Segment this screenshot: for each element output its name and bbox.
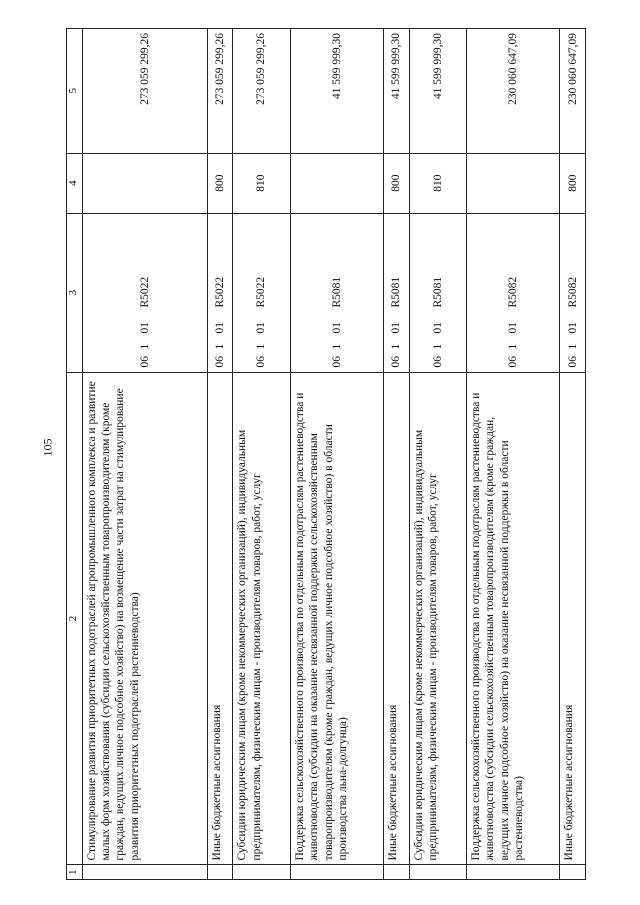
classification-code (233, 213, 290, 372)
classification-code (384, 213, 409, 372)
code-direction: R5082 (507, 276, 520, 308)
code-program: 1 (507, 343, 520, 350)
classification-code (82, 213, 207, 372)
expense-type: 800 (207, 153, 232, 213)
code-subprogram: 01 (566, 322, 579, 334)
table-row (467, 29, 560, 880)
code-subprogram: 01 (214, 322, 226, 334)
code-direction: R5022 (214, 276, 226, 308)
header-cell: 1 (67, 865, 83, 880)
empty-cell (467, 865, 560, 880)
item-name: Поддержка сельскохозяйственного производства по отдельным подотраслям растениеводства и животноводства (субсидии на оказание несвязанной поддержки сельскохозяйственным товаропроизводителям (кроме граждан, ведущих личное подсобное хозяйство) в области производства льна-долгунца) (290, 372, 383, 865)
empty-cell (409, 865, 466, 880)
code-direction: R5081 (330, 276, 343, 308)
empty-cell (560, 865, 586, 880)
item-name: Поддержка сельскохозяйственного производства по отдельным подотраслям растениеводства и животноводства (субсидии сельскохозяйственным товаропроизводителям (кроме граждан, ведущих личное подсобное хозяйство) на оказание несвязанной поддержки в области растениеводства) (467, 372, 560, 865)
table-row (290, 29, 383, 880)
code-section: 06 (507, 356, 520, 368)
empty-cell (207, 865, 232, 880)
classification-code (560, 213, 586, 372)
code-subprogram: 01 (330, 322, 343, 334)
expense-type (82, 153, 207, 213)
amount: 41 599 999,30 (409, 29, 466, 154)
table-row (409, 29, 466, 880)
empty-cell (384, 865, 409, 880)
classification-code (207, 213, 232, 372)
code-program: 1 (566, 343, 579, 350)
classification-code (290, 213, 383, 372)
code-section: 06 (255, 356, 268, 368)
expense-type: 810 (233, 153, 290, 213)
item-name: Иные бюджетные ассигнования (560, 372, 586, 865)
table-row (384, 29, 409, 880)
amount: 273 059 299,26 (207, 29, 232, 154)
table-row (560, 29, 586, 880)
code-program: 1 (214, 343, 226, 350)
amount: 273 059 299,26 (82, 29, 207, 154)
code-direction: R5022 (138, 276, 151, 308)
code-program: 1 (255, 343, 268, 350)
code-direction: R5082 (566, 276, 579, 308)
code-subprogram: 01 (431, 322, 444, 334)
code-section: 06 (214, 356, 226, 368)
expense-type (290, 153, 383, 213)
expense-type (467, 153, 560, 213)
code-program: 1 (138, 343, 151, 350)
code-subprogram: 01 (390, 322, 403, 334)
header-cell: 5 (67, 29, 83, 154)
code-section: 06 (330, 356, 343, 368)
code-direction: R5081 (390, 276, 403, 308)
empty-cell (290, 865, 383, 880)
code-program: 1 (390, 343, 403, 350)
amount: 273 059 299,26 (233, 29, 290, 154)
code-section: 06 (431, 356, 444, 368)
expense-type: 800 (384, 153, 409, 213)
code-direction: R5022 (255, 276, 268, 308)
empty-cell (233, 865, 290, 880)
amount: 41 599 999,30 (290, 29, 383, 154)
item-name: Иные бюджетные ассигнования (384, 372, 409, 865)
header-cell: 2 (67, 372, 83, 865)
header-cell: 4 (67, 153, 83, 213)
code-direction: R5081 (431, 276, 444, 308)
header-row (67, 29, 83, 880)
code-section: 06 (138, 356, 151, 368)
header-cell: 3 (67, 213, 83, 372)
expense-type: 810 (409, 153, 466, 213)
landscape-page (66, 28, 586, 880)
expense-type: 800 (560, 153, 586, 213)
rotated-table-wrapper (66, 28, 586, 880)
code-section: 06 (566, 356, 579, 368)
item-name: Субсидии юридическим лицам (кроме некоммерческих организаций), индивидуальным предпринимателям, физическим лицам - производителям товаров, работ, услуг (233, 372, 290, 865)
empty-cell (82, 865, 207, 880)
page-number: 105 (40, 438, 55, 457)
amount: 230 060 647,09 (560, 29, 586, 154)
amount: 41 599 999,30 (384, 29, 409, 154)
item-name: Иные бюджетные ассигнования (207, 372, 232, 865)
code-subprogram: 01 (138, 322, 151, 334)
code-subprogram: 01 (255, 322, 268, 334)
code-program: 1 (330, 343, 343, 350)
amount: 230 060 647,09 (467, 29, 560, 154)
item-name: Стимулирование развития приоритетных подотраслей агропромышленного комплекса и развитие малых форм хозяйствования (субсидии сельскохозяйственным товаропроизводителям (кроме граждан, ведущих личное подсобное хозяйство) на возмещение части затрат на стимулирование развития приоритетных подотраслей растениеводства) (82, 372, 207, 865)
classification-code (467, 213, 560, 372)
table-row (207, 29, 232, 880)
table-row (82, 29, 207, 880)
budget-table (66, 28, 586, 880)
code-section: 06 (390, 356, 403, 368)
table-row (233, 29, 290, 880)
code-program: 1 (431, 343, 444, 350)
classification-code (409, 213, 466, 372)
item-name: Субсидии юридическим лицам (кроме некоммерческих организаций), индивидуальным предпринимателям, физическим лицам - производителям товаров, работ, услуг (409, 372, 466, 865)
code-subprogram: 01 (507, 322, 520, 334)
